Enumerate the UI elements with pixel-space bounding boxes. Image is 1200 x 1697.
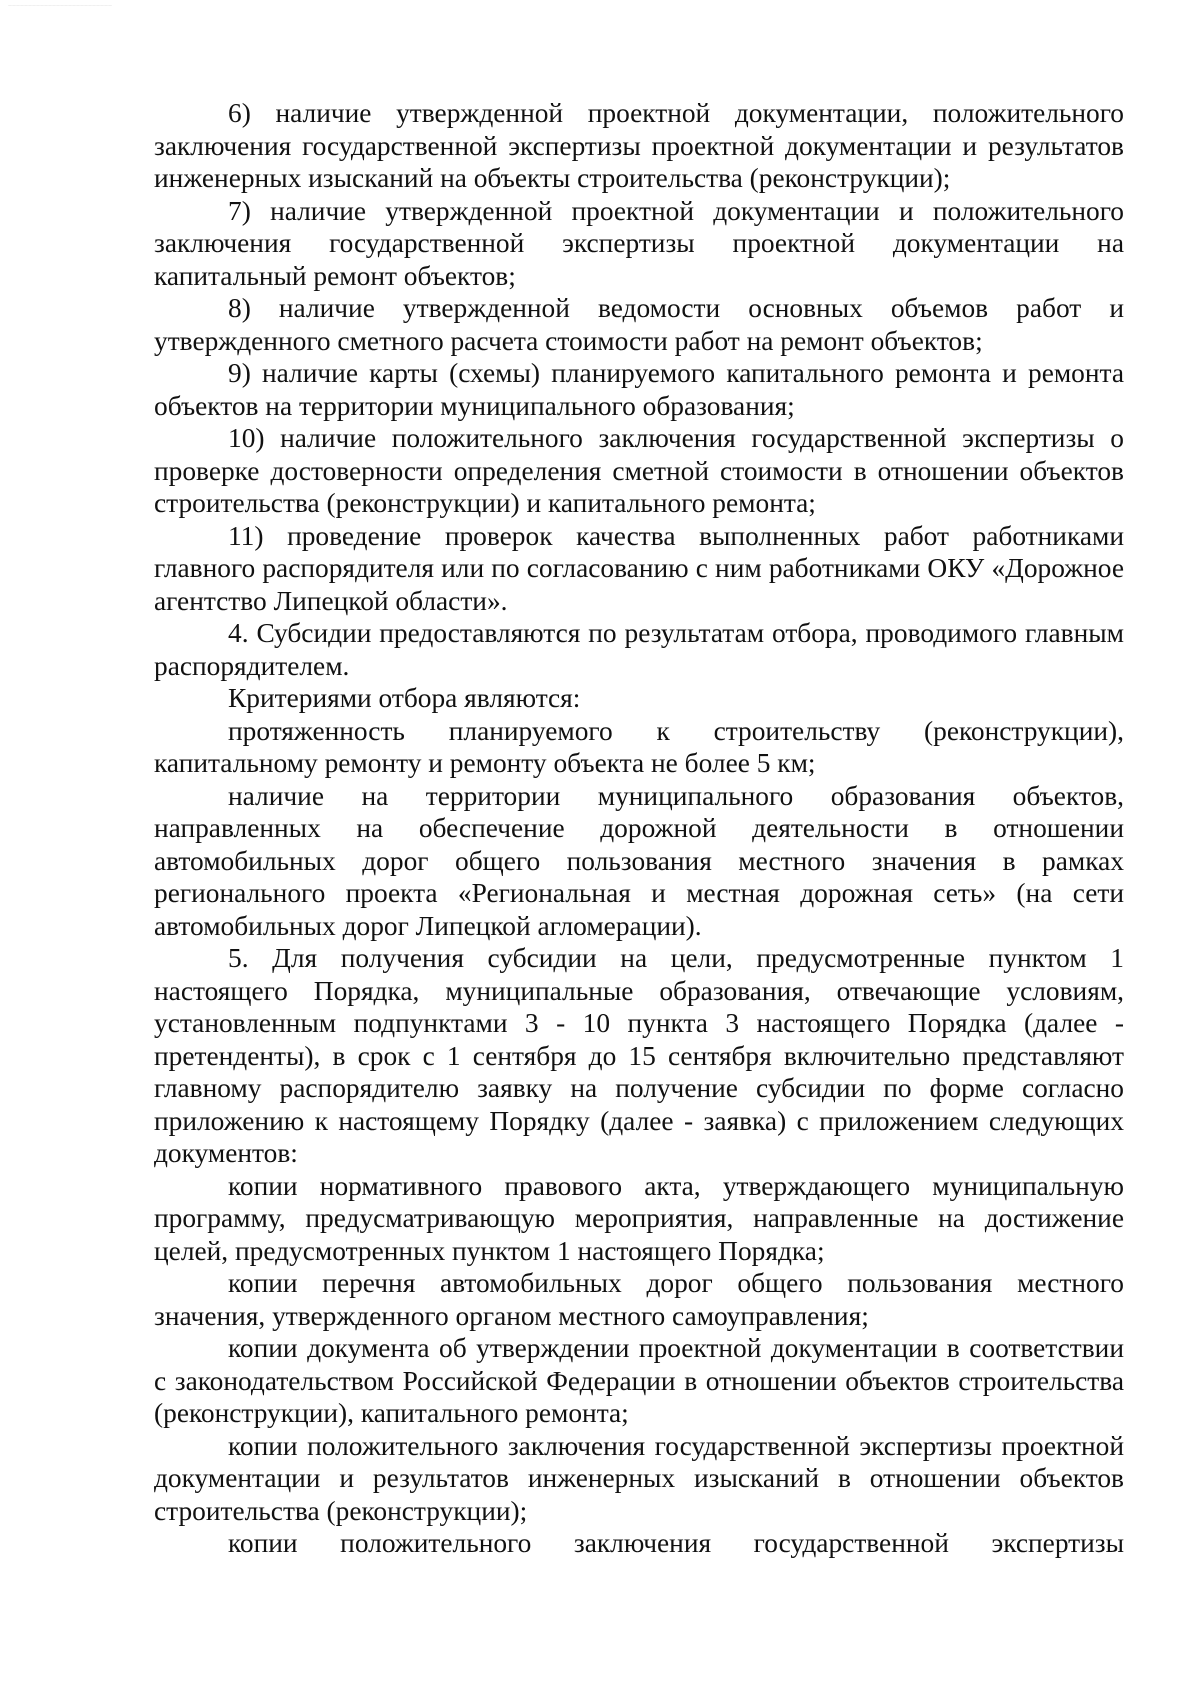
paragraph-clause-4: 4. Субсидии предоставляются по результатам отбора, проводимого главным распорядителем. [154,618,1124,681]
paragraph-doc-expertise-continued: копии положительного заключения государственной экспертизы [228,1528,1124,1558]
paragraph-clause-5: 5. Для получения субсидии на цели, предусмотренные пунктом 1 настоящего Порядка, муниципальные образования, отвечающие условиям, установленным подпунктами 3 - 10 пункта 3 настоящего Порядка (далее - претенденты), в срок с 1 сентября до 15 сентября включительно представляют главному распорядителю заявку на получение субсидии по форме согласно приложению к настоящему Порядку (далее - заявка) с приложением следующих документов: [154,943,1124,1168]
paragraph-doc-program-act: копии нормативного правового акта, утверждающего муниципальную программу, предусматривающую мероприятия, направленные на достижение целей, предусмотренных пунктом 1 настоящего Порядка; [154,1170,1124,1266]
scan-header-mark: —————————————————————————— [8,3,112,8]
paragraph-criterion-objects: наличие на территории муниципального образования объектов, направленных на обеспечение дорожной деятельности в отношении автомобильных дорог общего пользования местного значения в рамках регионального проекта «Региональная и местная дорожная сеть» (на сети автомобильных дорог Липецкой агломерации). [154,780,1124,941]
paragraph-item-7: 7) наличие утвержденной проектной документации и положительного заключения государственной экспертизы проектной документации на капитальный ремонт объектов; [154,195,1124,291]
paragraph-doc-roads-list: копии перечня автомобильных дорог общего пользования местного значения, утвержденного органом местного самоуправления; [154,1268,1124,1331]
paragraph-item-8: 8) наличие утвержденной ведомости основных объемов работ и утвержденного сметного расчета стоимости работ на ремонт объектов; [154,293,1124,356]
paragraph-item-10: 10) наличие положительного заключения государственной экспертизы о проверке достоверности определения сметной стоимости в отношении объектов строительства (реконструкции) и капитального ремонта; [154,423,1124,518]
paragraph-doc-expertise-conclusion: копии положительного заключения государственной экспертизы проектной документации и результатов инженерных изысканий в отношении объектов строительства (реконструкции); [154,1430,1124,1526]
paragraph-criterion-length: протяженность планируемого к строительству (реконструкции), капитальному ремонту и ремонту объекта не более 5 км; [154,715,1124,778]
paragraph-doc-design-approval: копии документа об утверждении проектной документации в соответствии с законодательством Российской Федерации в отношении объектов строительства (реконструкции), капитального ремонта; [154,1333,1124,1428]
document-body [154,97,1124,1560]
paragraph-item-11: 11) проведение проверок качества выполненных работ работниками главного распорядителя или по согласованию с ним работниками ОКУ «Дорожное агентство Липецкой области». [154,520,1124,616]
paragraph-criteria-heading: Критериями отбора являются: [228,683,581,713]
paragraph-item-6: 6) наличие утвержденной проектной документации, положительного заключения государственной экспертизы проектной документации и результатов инженерных изысканий на объекты строительства (реконструкции); [154,98,1124,193]
paragraph-item-9: 9) наличие карты (схемы) планируемого капитального ремонта и ремонта объектов на территории муниципального образования; [154,358,1124,421]
